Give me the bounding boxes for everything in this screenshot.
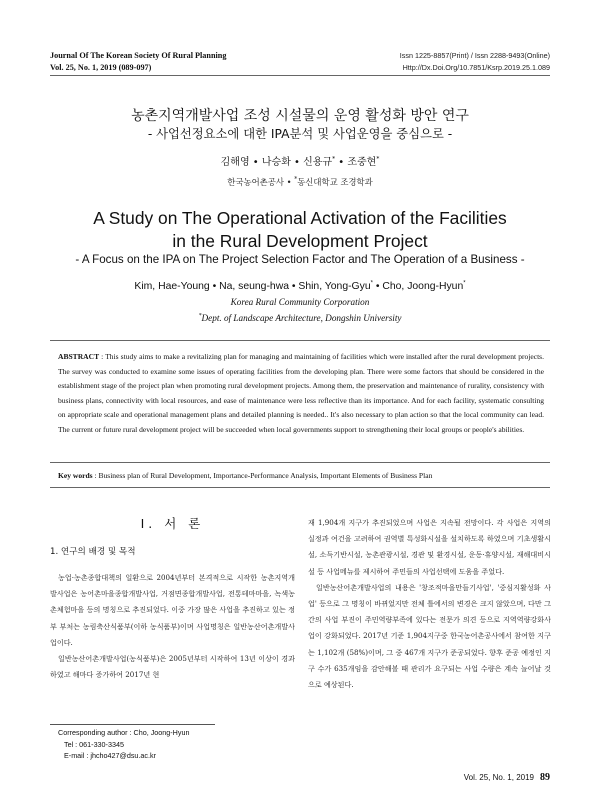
footnote-rule [50,724,215,725]
journal-volume: Vol. 25, No. 1, 2019 (089-097) [50,63,152,72]
doi-link[interactable]: Http://Dx.Doi.Org/10.7851/Ksrp.2019.25.1.089 [402,63,550,72]
english-affiliation-1: Korea Rural Community Corporation [230,297,370,307]
footer-issue: Vol. 25, No. 1, 2019 [463,773,534,782]
body-left-column [50,570,295,683]
body-paragraph: 농업·농촌종합대책의 일환으로 2004년부터 본격적으로 시작한 농촌지역개발사업은 농어촌마을종합개발사업, 거점면종합개발사업, 전통테마마을, 녹색농촌체험마을 등의 명칭으로 추진되었다. 이중 가장 많은 사업을 추진하고 있는 정부 부처는 농림축산식품부(이하 농식품부)이며 사업명칭은 일반농산어촌개발사업이다. [50,573,295,647]
english-subtitle: - A Focus on the IPA on The Project Selection Factor and The Operation of a Business - [75,253,525,266]
footnote [58,727,189,762]
korean-affiliations: 한국농어촌공사 • *동신대학교 조경학과 [227,176,373,187]
body-paragraph: 일반농산어촌개발사업(농식품부)은 2005년부터 시작하여 13년 이상이 경과하였고 해마다 증가하여 2017년 현 [50,654,295,680]
footnote-tel: Tel : 061-330-3345 [64,739,124,749]
korean-authors-main: 김해영 • 나승화 • 신용규 [220,157,333,168]
english-affiliation-2-text: Dept. of Landscape Architecture, Dongshin University [201,313,402,323]
korean-authors-corresponding: • 조중현 [335,157,377,168]
keywords-rule [50,487,550,488]
footnote-author: Corresponding author : Cho, Joong-Hyun [58,728,190,737]
abstract [58,350,544,437]
english-affiliation-2: *Dept. of Landscape Architecture, Dongshin University [198,312,402,323]
abstract-text: : This study aims to make a revitalizing plan for managing and maintaining of facilities which were installed after the rural development projects. The survey was conducted to examine some issues of operating facilities from the developing plan. There were some factors that should be considered in the establishment stage of the project plan when promoting rural development projects. Among them, the preservation and maintenance of rurality, consistency with business plans, connectivity with local resources, and ease of maintenance were less reflective than its importance. And for each facility, systematic consulting on appropriate scale and operational management plans and detailed planning is needed.. It's also necessary to plan action so that the local community can lead. The current or future rural development project will be succeeded when local governments support to strengthening their local groups or people's abilities. [58,352,544,434]
korean-subtitle: - 사업선정요소에 대한 IPA분석 및 사업운영을 중심으로 - [147,127,453,141]
body-paragraph: 재 1,904개 지구가 추진되었으며 사업은 지속될 전망이다. 각 사업은 지역의 실정과 여건을 고려하여 권역별 특성화시설을 설치하도록 하였으며 기초생활시설, 소득기반시설, 농촌관광시설, 경관 및 환경시설, 운동·휴양시설, 재해대비시설 등 사업메뉴를 제시하여 주민들의 사업선택에 도움을 주었다. [308,518,551,576]
journal-header [50,50,226,74]
english-authors: Kim, Hae-Young • Na, seung-hwa • Shin, Yong-Gyu* • Cho, Joong-Hyun* [134,280,466,292]
korean-affil-dongshin: 동신대학교 조경학과 [297,177,373,187]
korean-affil-krc: 한국농어촌공사 • [227,177,295,187]
issn-header [400,50,550,74]
abstract-top-rule [50,340,550,341]
body-right-column [308,515,551,693]
issn: Issn 1225-8857(Print) / Issn 2288-9493(Online) [399,51,550,60]
abstract-bottom-rule [50,462,550,463]
journal-name: Journal Of The Korean Society Of Rural Planning [50,51,227,60]
subsection-title: 1. 연구의 배경 및 목적 [50,547,136,557]
english-authors-corresponding: • Cho, Joong-Hyun [372,281,464,292]
korean-title: 농촌지역개발사업 조성 시설물의 운영 활성화 방안 연구 [131,108,469,124]
keywords-text: : Business plan of Rural Development, Importance-Performance Analysis, Important Elements of Business Plan [92,471,433,480]
abstract-label: ABSTRACT [58,352,100,361]
korean-authors: 김해영 • 나승화 • 신용규* • 조중현* [220,155,380,168]
keywords [58,470,544,482]
section-title: I. 서 론 [140,516,205,531]
page-number: 89 [540,772,550,783]
english-authors-main: Kim, Hae-Young • Na, seung-hwa • Shin, Yong-Gyu [134,281,371,292]
footnote-email[interactable]: E-mail : jhcho427@dsu.ac.kr [64,751,156,760]
english-title-line2: in the Rural Development Project [172,231,428,251]
header-rule [50,75,550,76]
page-footer [464,772,550,784]
english-title-line1: A Study on The Operational Activation of the Facilities [93,208,507,228]
body-paragraph: 일반농산어촌개발사업의 내용은 '창조적마을만들기사업', '중심지활성화 사업' 등으로 그 명칭이 바뀌었지만 전체 틀에서의 변경은 크지 않았으며, 다만 그간의 사업 부진이 주민역량부족에 있다는 전문가 의견 등으로 지역역량강화사업이 강화되었다. 2017년 기준 1,904지구중 한국농어촌공사에서 참여한 지구는 1,102개 (58%)이며, 그 중 467개 지구가 준공되었다. 향후 준공 예정인 지구 수가 635개임을 감안해볼 때 관리가 요구되는 사업 수량은 계속 늘어날 것으로 예상된다. [308,582,551,690]
keywords-label: Key words [58,471,93,480]
